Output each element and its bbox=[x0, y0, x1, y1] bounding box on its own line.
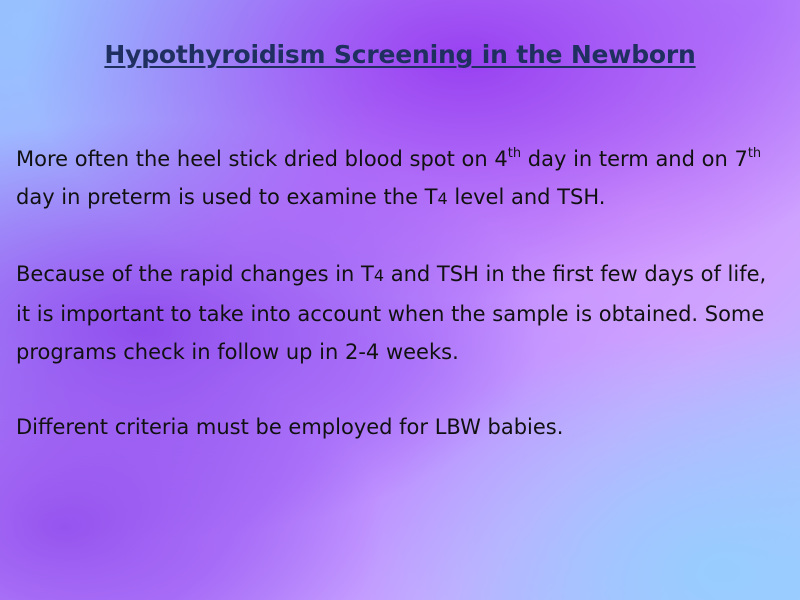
text-run: and TSH in the first few days of life, it is important to take into account when the sample is obtained. Some programs check in follow up in 2-4 weeks. bbox=[16, 262, 767, 364]
t4-subscript: 4 bbox=[373, 266, 385, 285]
slide-body bbox=[16, 140, 786, 446]
paragraph-screening-timing bbox=[16, 140, 786, 218]
text-run: day in preterm is used to examine the T bbox=[16, 185, 438, 209]
text-run: level and TSH. bbox=[447, 185, 606, 209]
slide-title: Hypothyroidism Screening in the Newborn bbox=[104, 40, 696, 69]
text-run: Because of the rapid changes in T bbox=[16, 262, 374, 286]
paragraph-lbw-criteria bbox=[16, 408, 786, 446]
text-run: day in term and on 7 bbox=[521, 147, 748, 171]
text-run: More often the heel stick dried blood spot on 4 bbox=[16, 147, 508, 171]
t4-subscript: 4 bbox=[437, 189, 448, 208]
superscript: th bbox=[747, 146, 762, 161]
superscript: th bbox=[507, 146, 522, 161]
paragraph-rapid-changes bbox=[16, 255, 786, 371]
text-run: Different criteria must be employed for LBW babies. bbox=[16, 415, 564, 439]
